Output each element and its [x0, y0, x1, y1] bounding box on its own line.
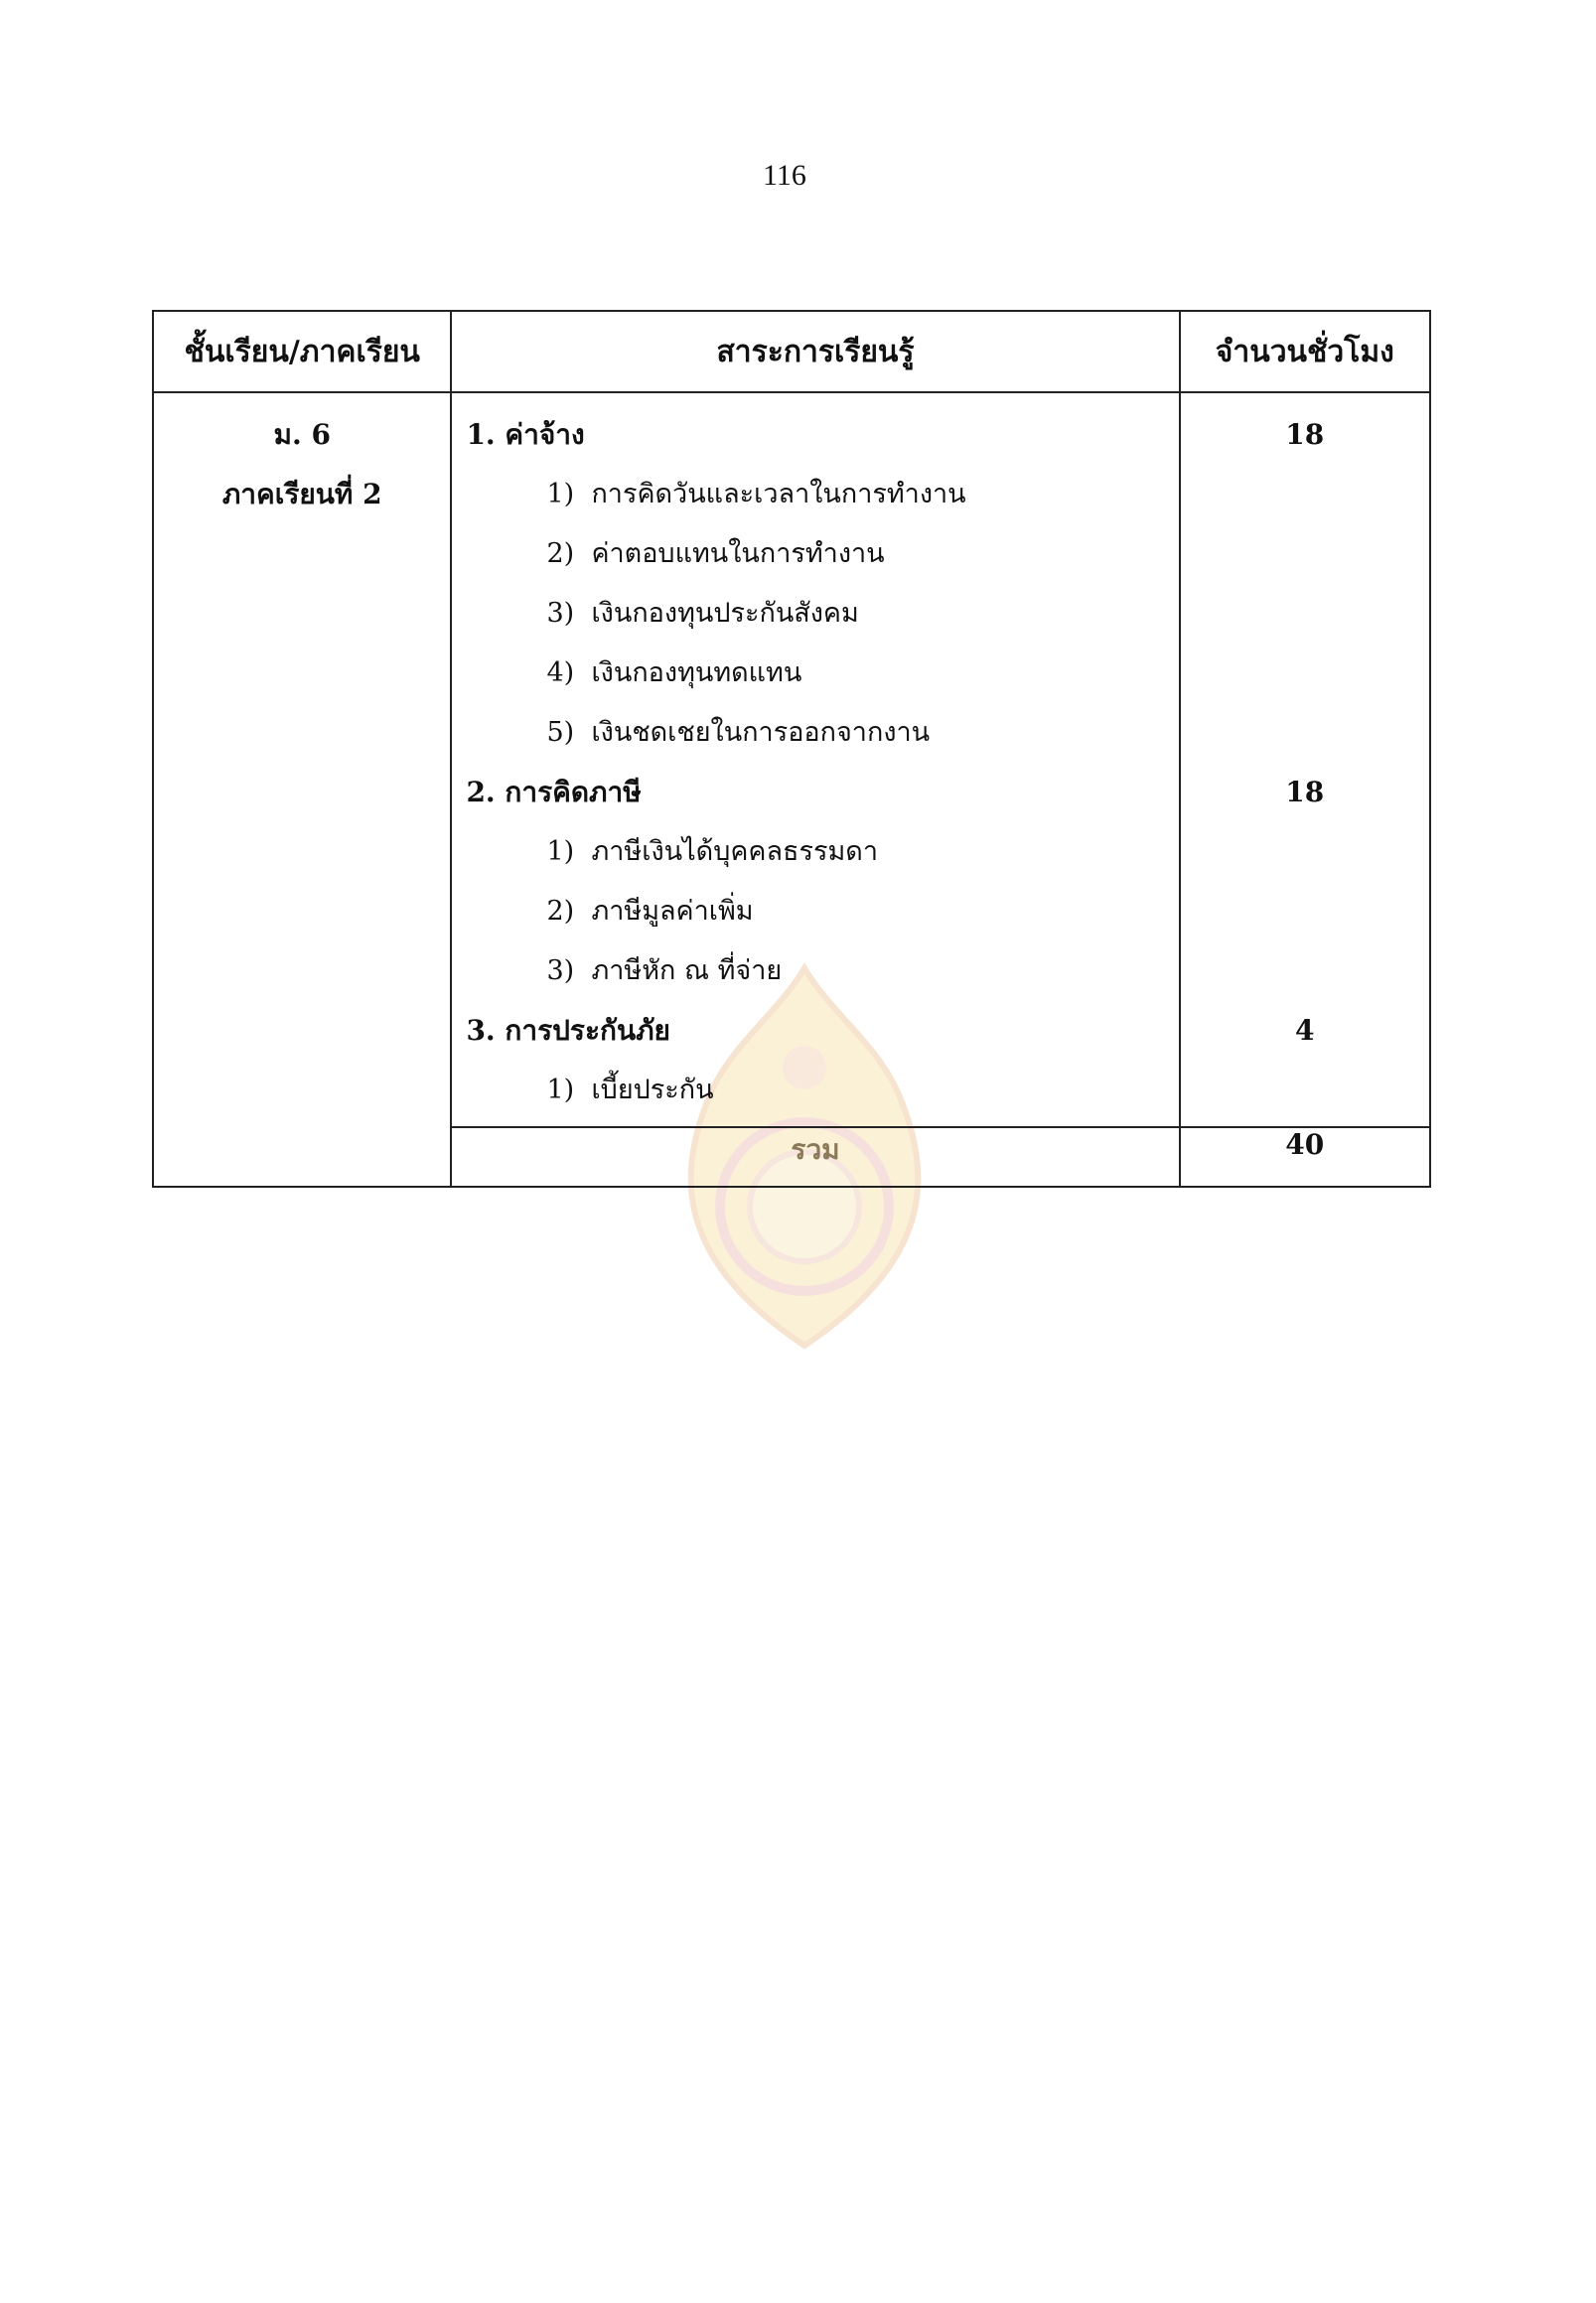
- hours-cell: [1180, 392, 1430, 1127]
- list-item: [452, 584, 1178, 644]
- table-header-row: [153, 311, 1430, 392]
- topic-title: 3. การประกันภัย: [466, 1014, 670, 1047]
- topic-hours: 18: [1285, 776, 1325, 808]
- total-label: รวม: [451, 1127, 1179, 1187]
- semester-label: ภาคเรียนที่ 2: [221, 478, 382, 510]
- list-item: [452, 703, 1178, 763]
- page-number: 116: [763, 159, 806, 192]
- item-text: ภาษีเงินได้บุคคลธรรมดา: [591, 836, 878, 867]
- list-item: [452, 882, 1178, 941]
- item-text: เงินชดเชยในการออกจากงาน: [591, 717, 931, 748]
- item-text: ภาษีหัก ณ ที่จ่าย: [591, 955, 783, 986]
- topic-hours: 4: [1295, 1014, 1315, 1047]
- list-item: [452, 644, 1178, 703]
- header-hours: จำนวนชั่วโมง: [1180, 311, 1430, 392]
- item-number: 4): [546, 657, 575, 688]
- item-text: ค่าตอบแทนในการทำงาน: [591, 538, 885, 569]
- list-item: [452, 941, 1178, 1001]
- item-number: 5): [546, 717, 575, 748]
- item-text: เงินกองทุนทดแทน: [591, 657, 802, 688]
- topic-hours: 18: [1285, 418, 1325, 451]
- item-text: การคิดวันและเวลาในการทำงาน: [591, 479, 966, 509]
- curriculum-table: [152, 310, 1431, 1188]
- header-content: สาระการเรียนรู้: [451, 311, 1179, 392]
- list-item: [452, 524, 1178, 584]
- item-number: 1): [546, 1075, 575, 1105]
- item-number: 1): [546, 836, 575, 867]
- total-hours: 40: [1180, 1127, 1430, 1187]
- grade-label: ม. 6: [273, 418, 331, 451]
- item-number: 2): [546, 896, 575, 927]
- topic-title: 2. การคิดภาษี: [466, 776, 642, 808]
- header-level: ชั้นเรียน/ภาคเรียน: [153, 311, 451, 392]
- level-cell: [153, 392, 451, 1187]
- list-item: [452, 1061, 1178, 1120]
- content-cell: [451, 392, 1179, 1127]
- item-text: ภาษีมูลค่าเพิ่ม: [591, 896, 754, 927]
- item-number: 3): [546, 598, 575, 629]
- list-item: [452, 822, 1178, 882]
- item-number: 3): [546, 955, 575, 986]
- table-row: [153, 392, 1430, 1127]
- topic-title: 1. ค่าจ้าง: [466, 418, 585, 451]
- list-item: [452, 465, 1178, 524]
- item-text: เบี้ยประกัน: [591, 1075, 714, 1105]
- item-text: เงินกองทุนประกันสังคม: [591, 598, 859, 629]
- item-number: 2): [546, 538, 575, 569]
- item-number: 1): [546, 479, 575, 509]
